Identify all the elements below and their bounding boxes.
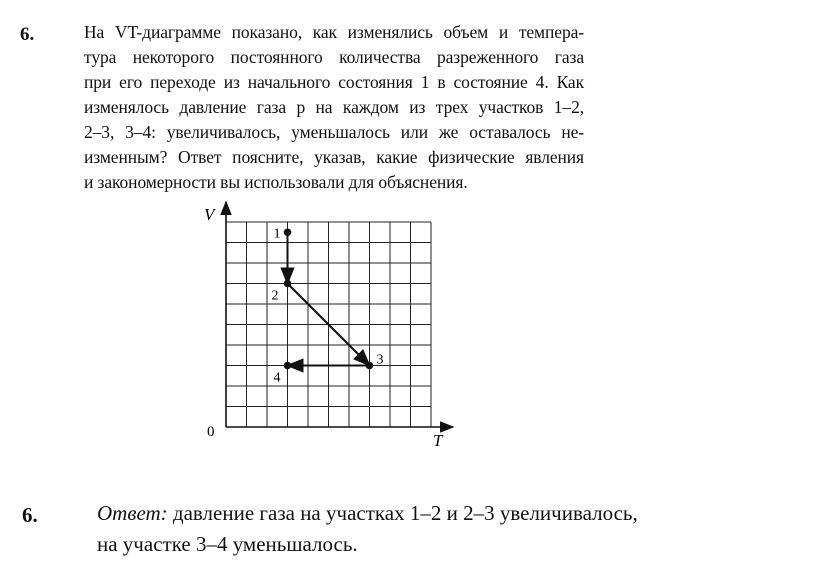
vt-diagram — [190, 195, 460, 460]
state-point-2 — [284, 280, 292, 288]
state-label-2: 2 — [271, 288, 279, 304]
state-label-4: 4 — [273, 370, 281, 386]
problem-line: 2–3, 3–4: увеличивалось, уменьшалось или же оставалось не- — [84, 122, 584, 142]
problem-statement — [84, 20, 584, 195]
answer-line-1: давление газа на участках 1–2 и 2–3 увеличивалось, — [167, 501, 638, 525]
answer-number: 6. — [22, 503, 38, 527]
state-label-1: 1 — [273, 226, 281, 242]
answer-text — [97, 498, 707, 560]
answer-line-2: на участке 3–4 уменьшалось. — [97, 532, 358, 556]
axis-label-t: T — [433, 431, 443, 450]
state-point-3 — [366, 362, 374, 370]
state-label-3: 3 — [376, 352, 384, 368]
problem-line: и закономерности вы использовали для объяснения. — [84, 172, 468, 192]
problem-line: изменялось давление газа p на каждом из трех участков 1–2, — [84, 97, 584, 117]
problem-line: тура некоторого постоянного количества разреженного газа — [84, 47, 584, 67]
answer-label: Ответ: — [97, 501, 168, 525]
axis-label-v: V — [204, 205, 215, 224]
problem-line: На VT-диаграмме показано, как изменялись объем и темпера- — [84, 22, 584, 42]
axes — [226, 202, 453, 427]
problem-line: при его переходе из начального состояния 1 в состояние 4. Как — [84, 72, 584, 92]
problem-number: 6. — [20, 24, 35, 45]
problem-line: изменным? Ответ поясните, указав, какие физические явления — [84, 147, 584, 167]
state-point-1 — [284, 228, 292, 236]
origin-label: 0 — [207, 424, 215, 440]
state-point-4 — [284, 362, 292, 370]
